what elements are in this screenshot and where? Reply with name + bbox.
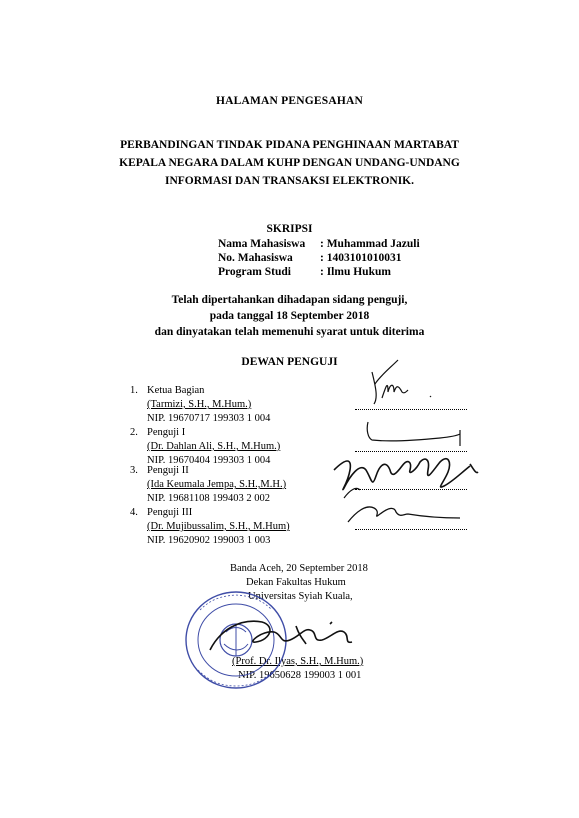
examiner-number: 3.: [130, 465, 138, 476]
board-heading: DEWAN PENGUJI: [241, 356, 338, 368]
examiner-role: Ketua Bagian: [147, 385, 205, 396]
defense-line: Telah dipertahankan dihadapan sidang penguji,: [171, 294, 408, 306]
examiner-name: (Tarmizi, S.H., M.Hum.): [147, 399, 252, 410]
examiner-number: 4.: [130, 507, 138, 518]
defense-line: pada tanggal 18 September 2018: [209, 310, 370, 322]
examiner-nip: NIP. 19670717 199303 1 004: [147, 413, 271, 424]
examiner-number: 2.: [130, 427, 138, 438]
examiner-role: Penguji III: [147, 507, 193, 518]
thesis-title-line: INFORMASI DAN TRANSAKSI ELEKTRONIK.: [165, 175, 414, 187]
dean-nip: NIP. 19650628 199003 1 001: [238, 670, 362, 681]
signature-1-icon: [372, 360, 431, 404]
examiner-name: (Dr. Dahlan Ali, S.H., M.Hum.): [147, 441, 281, 452]
defense-line: dan dinyatakan telah memenuhi syarat untuk diterima: [154, 326, 425, 338]
signature-4-icon: [348, 507, 460, 522]
examiner-nip: NIP. 19620902 199003 1 003: [147, 535, 271, 546]
student-number-value: : 1403101010031: [320, 252, 402, 264]
student-name-value: : Muhammad Jazuli: [320, 238, 420, 250]
place-date: Banda Aceh, 20 September 2018: [230, 563, 368, 574]
study-program-label: Program Studi: [218, 266, 291, 278]
examiner-role: Penguji I: [147, 427, 186, 438]
signature-3b-icon: [344, 488, 360, 498]
examiner-name: (Dr. Mujibussalim, S.H., M.Hum): [147, 521, 290, 532]
page-title: HALAMAN PENGESAHAN: [215, 95, 364, 107]
faculty-stamp-icon: [186, 592, 286, 688]
examiner-role: Penguji II: [147, 465, 189, 476]
examiner-nip: NIP. 19670404 199303 1 004: [147, 455, 271, 466]
study-program-value: : Ilmu Hukum: [320, 266, 391, 278]
examiner-nip: NIP. 19681108 199403 2 002: [147, 493, 270, 504]
signature-3-icon: [334, 459, 478, 490]
examiner-number: 1.: [130, 385, 138, 396]
dean-position: Dekan Fakultas Hukum: [246, 577, 346, 588]
student-name-label: Nama Mahasiswa: [218, 238, 306, 250]
document-type: SKRIPSI: [266, 223, 313, 235]
university-name: Universitas Syiah Kuala,: [248, 591, 353, 602]
examiner-name: (Ida Keumala Jempa, S.H.,M.H.): [147, 479, 287, 490]
thesis-title-line: KEPALA NEGARA DALAM KUHP DENGAN UNDANG-UNDANG: [119, 157, 460, 169]
dean-signature-icon: [210, 621, 352, 650]
thesis-title-line: PERBANDINGAN TINDAK PIDANA PENGHINAAN MARTABAT: [120, 139, 459, 151]
signature-2-icon: [367, 422, 460, 446]
student-number-label: No. Mahasiswa: [218, 252, 293, 264]
dean-name: (Prof. Dr. Ilyas, S.H., M.Hum.): [232, 656, 364, 667]
